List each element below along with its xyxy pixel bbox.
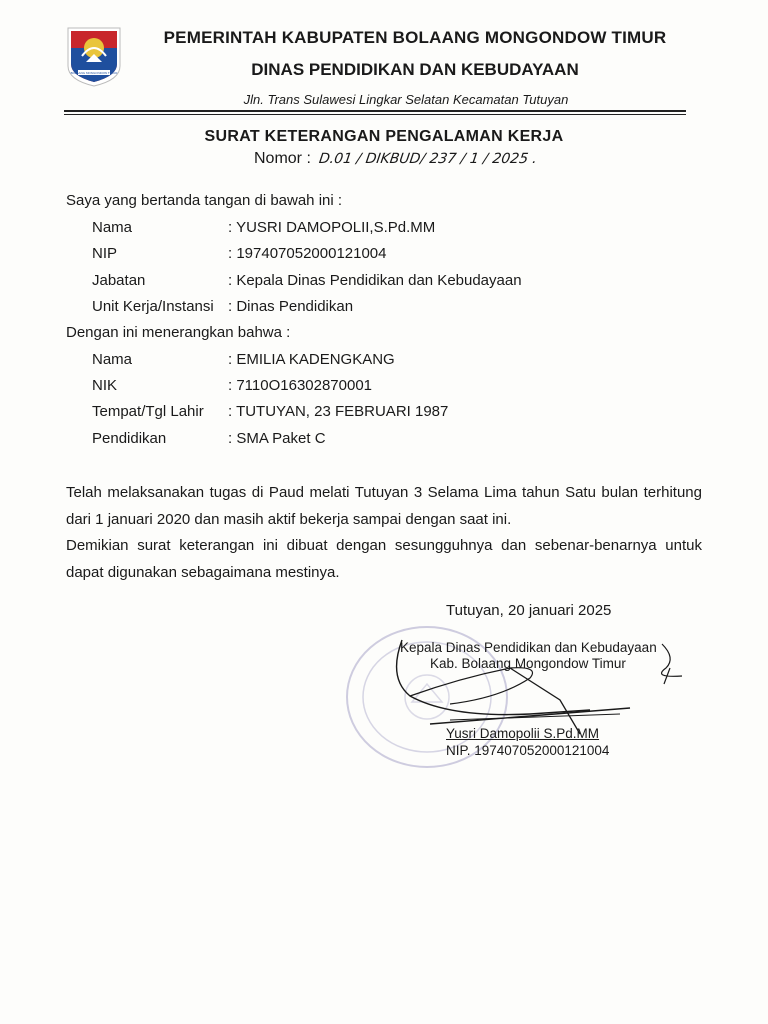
- document-number-label: Nomor :: [254, 150, 311, 167]
- signer-nip-label: NIP: [92, 245, 118, 262]
- signer-name-label: Nama: [92, 219, 133, 236]
- signer-unit-value: : Dinas Pendidikan: [228, 298, 354, 315]
- subject-education-label: Pendidikan: [92, 430, 167, 447]
- document-number: [254, 150, 537, 168]
- body-paragraph-service: Telah melaksanakan tugas di Paud melati Tutuyan 3 Selama Lima tahun Satu bulan terhitung dari 1 januari 2020 dan masih aktif bekerja sampai dengan saat ini.: [66, 484, 702, 528]
- document-number-value: D.01 / DIKBUD/ 237 / 1 / 2025 .: [318, 151, 539, 167]
- document-title: SURAT KETERANGAN PENGALAMAN KERJA: [204, 128, 564, 145]
- signer-position-line2: Kab. Bolaang Mongondow Timur: [430, 656, 626, 671]
- subject-name-label: Nama: [92, 351, 133, 368]
- letterhead-department: DINAS PENDIDIKAN DAN KEBUDAYAAN: [251, 60, 579, 79]
- place-date: Tutuyan, 20 januari 2025: [446, 602, 612, 619]
- subject-nik-label: NIK: [92, 377, 118, 394]
- header-divider-thick: [64, 110, 686, 112]
- logo-text: BOLAANG MONGONDOW TIMUR: [70, 71, 118, 75]
- signer-unit-label: Unit Kerja/Instansi: [92, 298, 214, 315]
- signer-position-line1: Kepala Dinas Pendidikan dan Kebudayaan: [400, 640, 657, 655]
- signer-nip-value: : 197407052000121004: [228, 245, 387, 262]
- subject-education-value: : SMA Paket C: [228, 430, 326, 447]
- letterhead-address: Jln. Trans Sulawesi Lingkar Selatan Kecamatan Tutuyan: [243, 92, 569, 107]
- signer-name-value: : YUSRI DAMOPOLII,S.Pd.MM: [228, 219, 436, 236]
- signer-name: Yusri Damopolii S.Pd.MM: [446, 726, 600, 741]
- header-divider-thin: [64, 114, 686, 115]
- subject-nik-value: : 7110O16302870001: [228, 377, 373, 394]
- subject-birth-label: Tempat/Tgl Lahir: [92, 403, 204, 420]
- signer-intro: Saya yang bertanda tangan di bawah ini :: [66, 192, 343, 209]
- letterhead-government: PEMERINTAH KABUPATEN BOLAANG MONGONDOW TIMUR: [163, 28, 667, 47]
- signer-position-label: Jabatan: [92, 272, 146, 289]
- body-paragraph-closing: Demikian surat keterangan ini dibuat dengan sesungguhnya dan sebenar-benarnya untuk dapat digunakan sebagaimana mestinya.: [66, 537, 702, 581]
- subject-intro: Dengan ini menerangkan bahwa :: [66, 324, 291, 341]
- subject-birth-value: : TUTUYAN, 23 FEBRUARI 1987: [228, 403, 449, 420]
- signer-position-value: : Kepala Dinas Pendidikan dan Kebudayaan: [228, 272, 522, 289]
- subject-name-value: : EMILIA KADENGKANG: [228, 351, 395, 368]
- signer-nip: NIP. 197407052000121004: [446, 743, 610, 758]
